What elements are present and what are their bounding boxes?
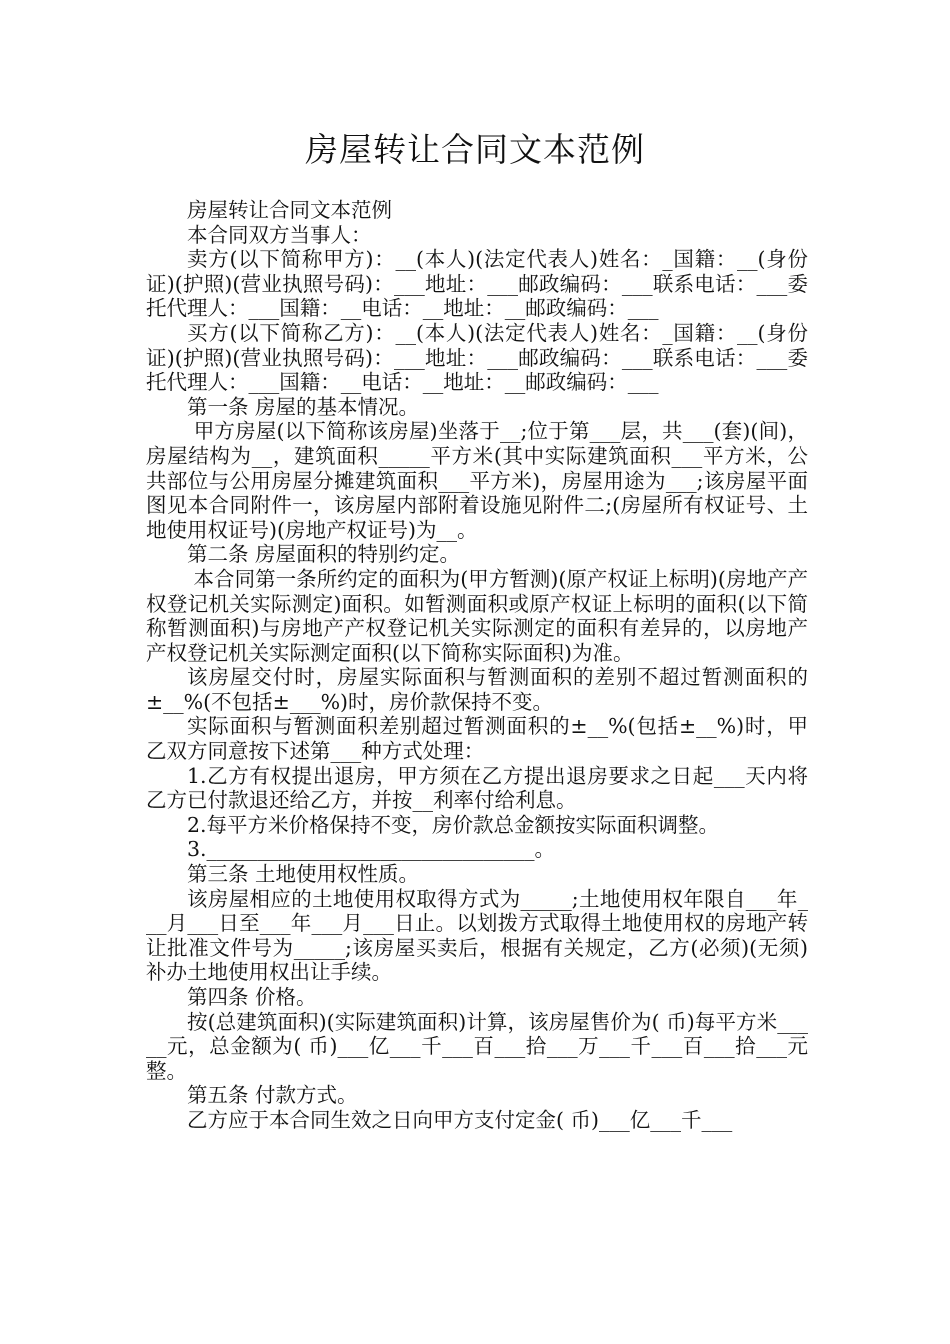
document-title: 房屋转让合同文本范例 [305, 130, 645, 169]
article-2-option-2: 2.每平方米价格保持不变，房价款总金额按实际面积调整。 [187, 812, 720, 837]
document-body [146, 198, 808, 1133]
paragraph-heading-repeat: 房屋转让合同文本范例 [187, 198, 392, 222]
article-5-body: 乙方应于本合同生效之日向甲方支付定金( 币)___亿___千___ [187, 1107, 733, 1132]
article-2-option-3: 3.________________________________。 [187, 837, 556, 862]
article-3-heading: 第三条 土地使用权性质。 [187, 862, 420, 887]
article-4-heading: 第四条 价格。 [187, 985, 317, 1009]
article-2-tolerance: 该房屋交付时，房屋实际面积与暂测面积的差别不超过暂测面积的±__%(不包括±___%)时，房价款保持不变。 [146, 665, 808, 714]
article-2-body: 本合同第一条所约定的面积为(甲方暂测)(原产权证上标明)(房地产产权登记机关实际测定)面积。如暂测面积或原产权证上标明的面积(以下简称暂测面积)与房地产产权登记机关实际测定的面积有差异的，以房地产产权登记机关实际测定面积(以下简称实际面积)为准。 [146, 566, 808, 665]
paragraph-seller: 卖方(以下简称甲方)：__(本人)(法定代表人)姓名：_国籍：__(身份证)(护照)(营业执照号码)：___地址：___邮政编码：___联系电话：___委托代理人：___国籍：__电话：__地址：__邮政编码：___ [146, 247, 808, 321]
paragraph-parties-intro: 本合同双方当事人： [187, 222, 372, 247]
article-4-body: 按(总建筑面积)(实际建筑面积)计算，该房屋售价为( 币)每平方米_____元，总金额为( 币)___亿___千___百___拾___万___千___百___拾___元整。 [146, 1009, 808, 1083]
article-2-option-1: 1.乙方有权提出退房，甲方须在乙方提出退房要求之日起___天内将乙方已付款退还给乙方，并按__利率付给利息。 [146, 763, 808, 813]
article-3-body: 该房屋相应的土地使用权取得方式为_____;土地使用权年限自___年___月___日至___年___月___日止。以划拨方式取得土地使用权的房地产转让批准文件号为_____;该房屋买卖后，根据有关规定，乙方(必须)(无须)补办土地使用权出让手续。 [146, 886, 808, 985]
article-2-heading: 第二条 房屋面积的特别约定。 [187, 542, 461, 567]
article-1-heading: 第一条 房屋的基本情况。 [187, 394, 420, 419]
article-5-heading: 第五条 付款方式。 [187, 1083, 358, 1108]
article-2-excess: 实际面积与暂测面积差别超过暂测面积的±__%(包括±__%)时，甲乙双方同意按下述第___种方式处理： [146, 714, 808, 764]
paragraph-buyer: 买方(以下简称乙方)：__(本人)(法定代表人)姓名：_国籍：__(身份证)(护照)(营业执照号码)：___地址：___邮政编码：___联系电话：___委托代理人：___国籍：__电话：__地址：__邮政编码：___ [146, 320, 808, 395]
article-1-body: 甲方房屋(以下简称该房屋)坐落于__;位于第___层，共___(套)(间)，房屋结构为__，建筑面积_____平方米(其中实际建筑面积___平方米，公共部位与公用房屋分摊建筑面积___平方米)，房屋用途为___;该房屋平面图见本合同附件一，该房屋内部附着设施见附件二;(房屋所有权证号、土地使用权证号)(房地产权证号)为__。 [146, 419, 808, 542]
